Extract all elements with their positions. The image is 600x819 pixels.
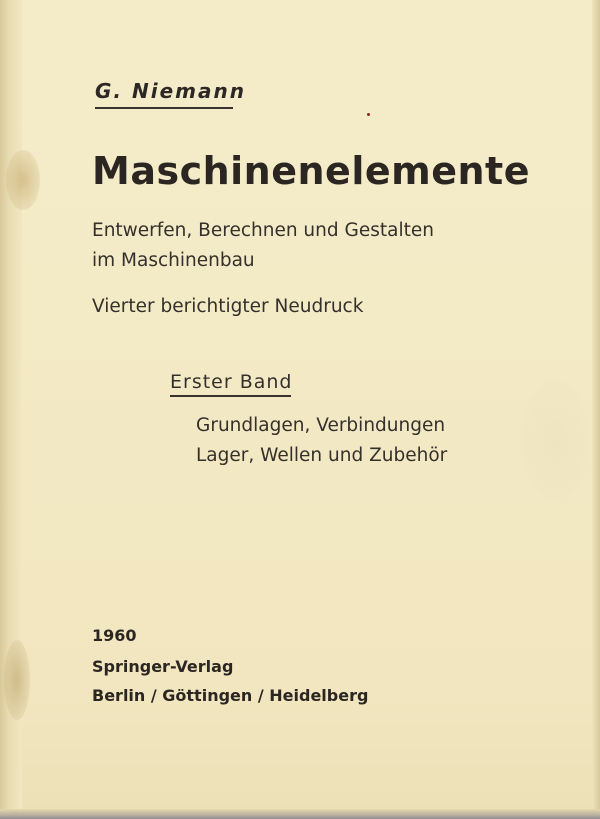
- author-name: G. Niemann: [95, 79, 246, 103]
- cover-right-edge: [592, 0, 600, 819]
- book-subtitle: [92, 216, 434, 276]
- volume-topics: [196, 411, 447, 471]
- topic-line: Lager, Wellen und Zubehör: [196, 445, 448, 466]
- author-underline: [95, 107, 233, 109]
- volume-underline: [170, 395, 291, 397]
- reprint-note: Vierter berichtigter Neudruck: [92, 296, 364, 317]
- ink-speck: [367, 113, 370, 116]
- paper-stain: [520, 380, 590, 500]
- topic-line: Grundlagen, Verbindungen: [196, 415, 446, 436]
- publication-year: 1960: [92, 626, 137, 645]
- cover-bottom-edge: [0, 809, 600, 819]
- volume-label: Erster Band: [170, 371, 293, 393]
- subtitle-line: im Maschinenbau: [92, 250, 255, 271]
- book-title: Maschinenelemente: [92, 149, 530, 193]
- publisher-cities: Berlin / Göttingen / Heidelberg: [92, 686, 369, 705]
- cover-left-edge: [0, 0, 22, 819]
- publisher-name: Springer-Verlag: [92, 657, 234, 676]
- subtitle-line: Entwerfen, Berechnen und Gestalten: [92, 220, 434, 241]
